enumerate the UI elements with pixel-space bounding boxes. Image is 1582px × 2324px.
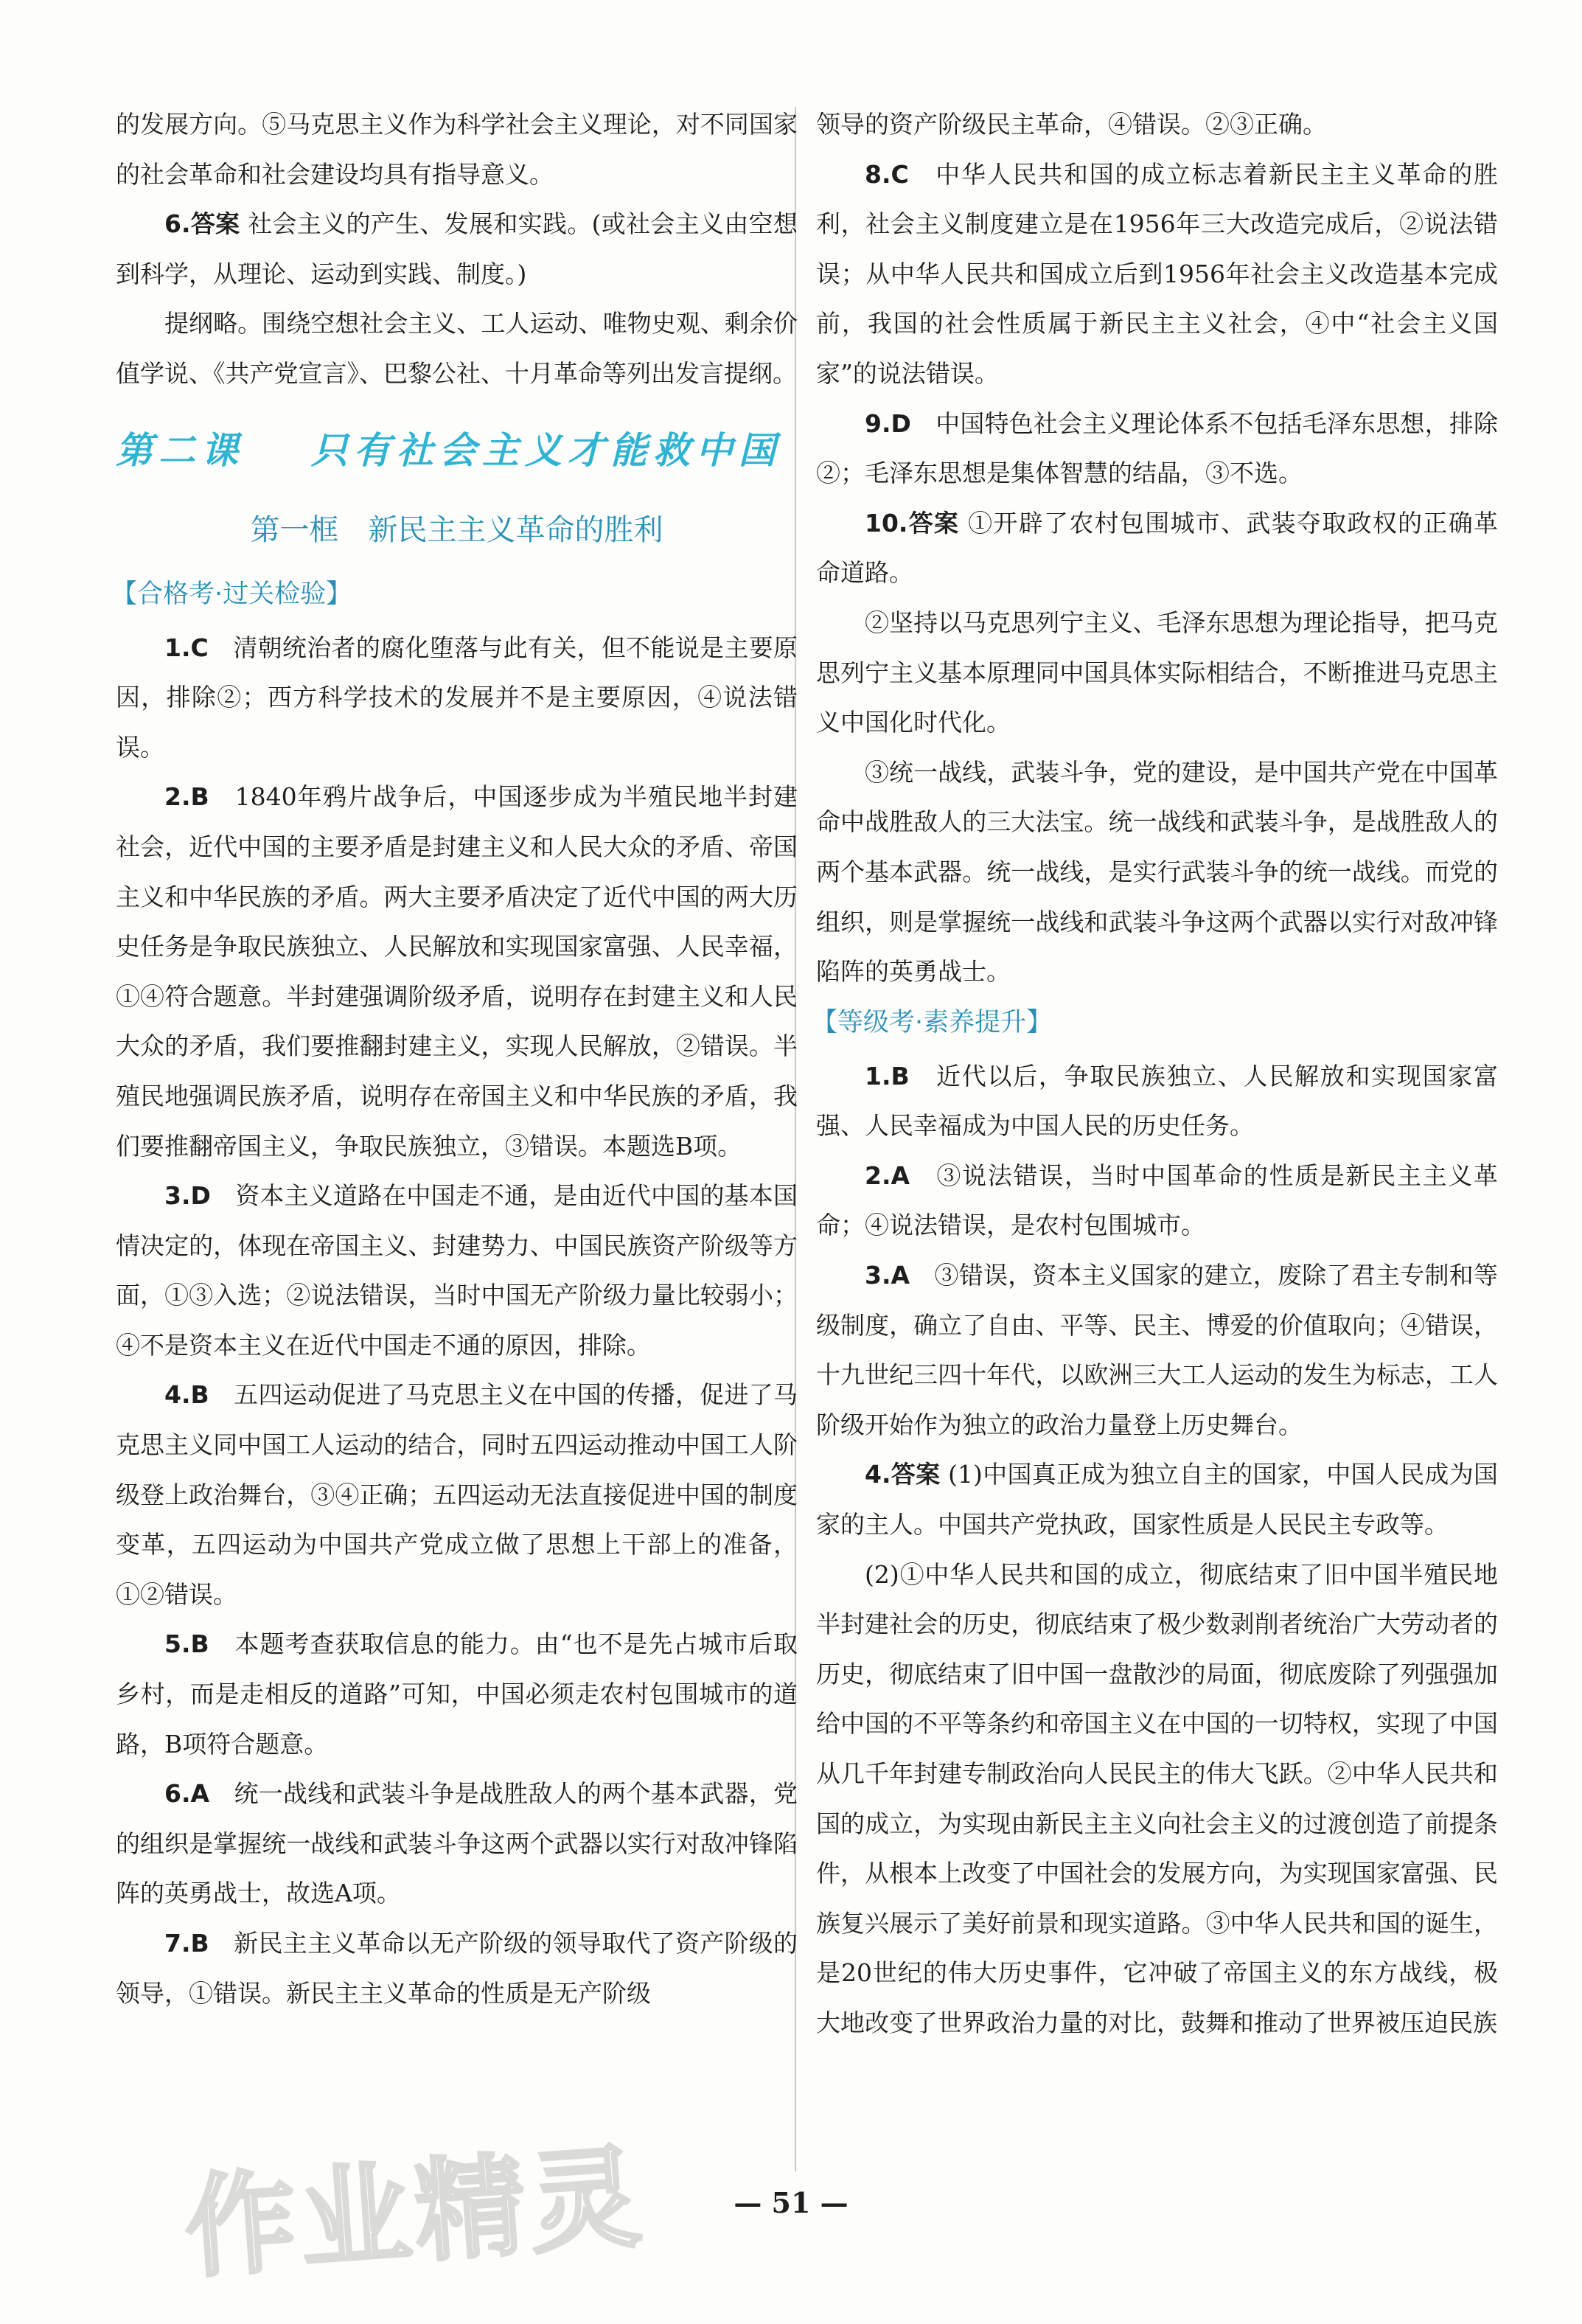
item-number: 4.B: [164, 1380, 209, 1410]
item-number: 6.A: [164, 1779, 210, 1809]
item-text: 中国特色社会主义理论体系不包括毛泽东思想，排除②；毛泽东思想是集体智慧的结晶，③不选。: [816, 408, 1498, 488]
item-number: 9.D: [865, 408, 911, 438]
paragraph: 提纲略。围绕空想社会主义、工人运动、唯物史观、剩余价值学说、《共产党宣言》、巴黎公社、十月革命等列出发言提纲。: [116, 309, 798, 388]
item-text: 资本主义道路在中国走不通，是由近代中国的基本国情决定的，体现在帝国主义、封建势力、中国民族资产阶级等方面，①③入选；②说法错误，当时中国无产阶级力量比较弱小；④不是资本主义在近代中国走不通的原因，排除。: [116, 1181, 798, 1360]
answer-item: [816, 1051, 1498, 1151]
item-text: ③说法错误，当时中国革命的性质是新民主主义革命；④说法错误，是农村包围城市。: [816, 1161, 1498, 1240]
item-number: 1.C: [164, 633, 209, 662]
item-number: 3.A: [865, 1261, 910, 1290]
answer-item: [116, 1918, 798, 2018]
section-heading: 【合格考·过关检验】: [111, 579, 352, 609]
answer-6: [116, 199, 798, 299]
lesson-name: 只有社会主义才能救中国: [310, 428, 781, 472]
answer-label: 答案: [891, 1460, 941, 1489]
item-number: 2.B: [164, 782, 209, 812]
right-column: [812, 100, 1499, 2048]
item-number: 3.D: [164, 1181, 211, 1211]
answer-item: [816, 1250, 1498, 1450]
lesson-title: [116, 427, 798, 474]
lesson-number: 第二课: [116, 428, 244, 472]
section-heading: 【等级考·素养提升】: [812, 1007, 1053, 1037]
item-number: 2.A: [865, 1161, 910, 1190]
item-text: 统一战线和武装斗争是战胜敌人的两个基本武器，党的组织是掌握统一战线和武装斗争这两个武器以实行对敌冲锋陷阵的英勇战士，故选A项。: [116, 1779, 798, 1908]
item-text: 近代以后，争取民族独立、人民解放和实现国家富强、人民幸福成为中国人民的历史任务。: [816, 1061, 1498, 1141]
answer-10: [816, 498, 1498, 598]
answer-item: [116, 1619, 798, 1769]
paragraph: ③统一战线，武装斗争，党的建设，是中国共产党在中国革命中战胜敌人的三大法宝。统一战线和武装斗争，是战胜敌人的两个基本武器。统一战线，是实行武装斗争的统一战线。而党的组织，则是掌握统一战线和武装斗争这两个武器以实行对敌冲锋陷阵的英勇战士。: [816, 757, 1498, 987]
answer-4: [816, 1450, 1498, 1549]
item-text: 1840年鸦片战争后，中国逐步成为半殖民地半封建社会，近代中国的主要矛盾是封建主义和人民大众的矛盾、帝国主义和中华民族的矛盾。两大主要矛盾决定了近代中国的两大历史任务是争取民族独立、人民解放和实现国家富强、人民幸福，①④符合题意。半封建强调阶级矛盾，说明存在封建主义和人民大众的矛盾，我们要推翻封建主义，实现人民解放，②错误。半殖民地强调民族矛盾，说明存在帝国主义和中华民族的矛盾，我们要推翻帝国主义，争取民族独立，③错误。本题选B项。: [116, 782, 798, 1161]
item-number: 10.: [865, 508, 908, 537]
answer-item: [116, 1769, 798, 1918]
item-text: 本题考查获取信息的能力。由“也不是先占城市后取乡村，而是走相反的道路”可知，中国必须走农村包围城市的道路，B项符合题意。: [116, 1629, 798, 1758]
answer-label: 答案: [907, 508, 960, 537]
watermark: 作业精灵: [181, 2133, 649, 2294]
item-text: 社会主义的产生、发展和实践。(或社会主义由空想到科学，从理论、运动到实践、制度。): [116, 209, 798, 288]
page-number: — 51 —: [733, 2186, 849, 2219]
item-text: ③错误，资本主义国家的建立，废除了君主专制和等级制度，确立了自由、平等、民主、博爱的价值取向；④错误，十九世纪三四十年代，以欧洲三大工人运动的发生为标志，工人阶级开始作为独立的政治力量登上历史舞台。: [816, 1261, 1498, 1439]
item-text: ①开辟了农村包围城市、武装夺取政权的正确革命道路。: [816, 508, 1499, 588]
frame-title: 第一框 新民主主义革命的胜利: [250, 512, 663, 547]
item-number: 5.B: [164, 1629, 209, 1659]
item-number: 8.C: [865, 159, 909, 189]
item-number: 1.B: [865, 1061, 910, 1090]
answer-item: [116, 1171, 798, 1370]
item-number: 4.: [865, 1460, 891, 1489]
item-text: 中华人民共和国的成立标志着新民主主义革命的胜利，社会主义制度建立是在1956年三大改造完成后，②说法错误；从中华人民共和国成立后到1956年社会主义改造基本完成前，我国的社会性质属于新民主主义社会，④中“社会主义国家”的说法错误。: [816, 159, 1498, 388]
answer-item: [816, 399, 1498, 498]
answer-item: [116, 772, 798, 1171]
item-text: 清朝统治者的腐化堕落与此有关，但不能说是主要原因，排除②；西方科学技术的发展并不是主要原因，④说法错误。: [116, 633, 798, 762]
item-number: 6.: [164, 209, 191, 239]
answer-item: [816, 1151, 1498, 1250]
paragraph: 领导的资产阶级民主革命，④错误。②③正确。: [816, 110, 1327, 139]
paragraph: 的发展方向。⑤马克思主义作为科学社会主义理论，对不同国家的社会革命和社会建设均具有指导意义。: [116, 110, 798, 189]
item-text: (1)中国真正成为独立自主的国家，中国人民成为国家的主人。中国共产党执政，国家性质是人民民主专政等。: [816, 1460, 1499, 1540]
item-text: 新民主主义革命以无产阶级的领导取代了资产阶级的领导，①错误。新民主主义革命的性质是无产阶级: [116, 1929, 798, 2008]
left-column: [111, 100, 798, 2018]
paragraph: ②坚持以马克思列宁主义、毛泽东思想为理论指导，把马克思列宁主义基本原理同中国具体实际相结合，不断推进马克思主义中国化时代化。: [816, 608, 1498, 737]
answer-item: [116, 1370, 798, 1619]
answer-item: [816, 150, 1498, 399]
answer-label: 答案: [190, 209, 240, 239]
item-number: 7.B: [164, 1929, 209, 1958]
paragraph: (2)①中华人民共和国的成立，彻底结束了旧中国半殖民地半封建社会的历史，彻底结束了极少数剥削者统治广大劳动者的历史，彻底结束了旧中国一盘散沙的局面，彻底废除了列强强加给中国的不平等条约和帝国主义在中国的一切特权，实现了中国从几千年封建专制政治向人民民主的伟大飞跃。②中华人民共和国的成立，为实现由新民主主义向社会主义的过渡创造了前提条件，从根本上改变了中国社会的发展方向，为实现国家富强、民族复兴展示了美好前景和现实道路。③中华人民共和国的诞生，是20世纪的伟大历史事件，它冲破了帝国主义的东方战线，极大地改变了世界政治力量的对比，鼓舞和推动了世界被压迫民族: [816, 1559, 1498, 2037]
answer-item: [116, 623, 798, 773]
item-text: 五四运动促进了马克思主义在中国的传播，促进了马克思主义同中国工人运动的结合，同时五四运动推动中国工人阶级登上政治舞台，③④正确；五四运动无法直接促进中国的制度变革，五四运动为中国共产党成立做了思想上干部上的准备，①②错误。: [116, 1380, 798, 1609]
